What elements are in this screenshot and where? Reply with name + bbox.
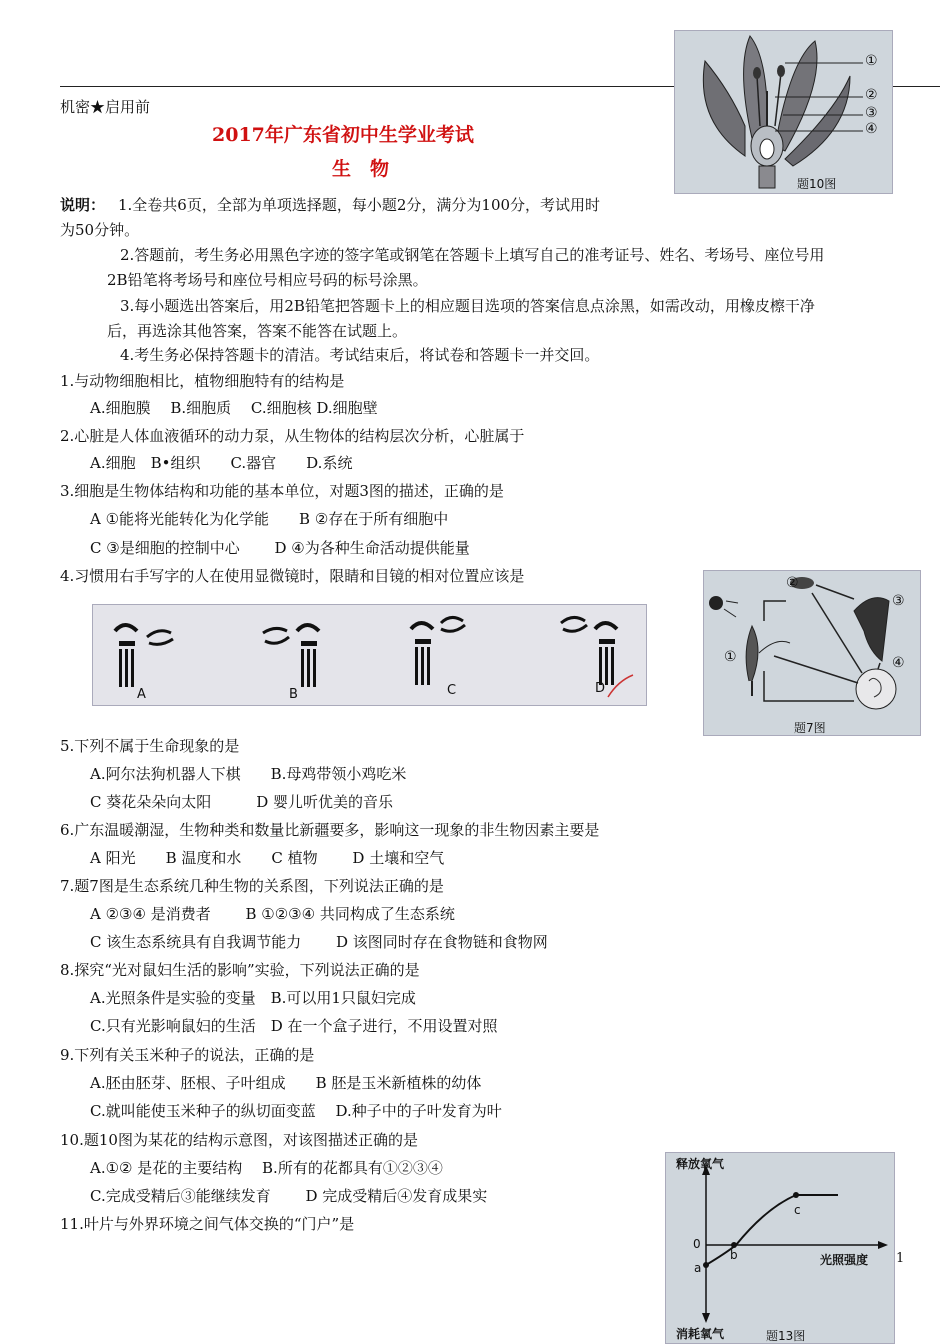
fig13-point-b-label: b (730, 1248, 738, 1262)
question-8-options-2: C.只有光影响鼠妇的生活 D 在一个盒子进行，不用设置对照 (90, 1017, 498, 1035)
question-5-stem: 5.下列不属于生命现象的是 (60, 737, 240, 755)
fig13-x-label: 光照强度 (820, 1253, 869, 1267)
fig13-zero-label: 0 (693, 1237, 701, 1251)
question-9-stem: 9.下列有关玉米种子的说法，正确的是 (60, 1046, 315, 1064)
instruction-2a: 2.答题前，考生务必用黑色字迹的签字笔或钢笔在答题卡上填写自己的准考证号、姓名、考场号、座位号用 (120, 246, 825, 264)
fig7-label-1: ① (724, 649, 737, 665)
subject-title: 生 物 (332, 158, 390, 180)
fig13-y-bottom-label: 消耗氧气 (676, 1327, 725, 1341)
fig7-label-3: ③ (892, 593, 905, 609)
question-7-stem: 7.题7图是生态系统几种生物的关系图，下列说法正确的是 (60, 877, 444, 895)
question-5-options-2: C 葵花朵朵向太阳 D 婴儿听优美的音乐 (90, 793, 394, 811)
instructions-label: 说明： (60, 196, 106, 214)
figure-10 (674, 30, 893, 194)
microbe-icon (856, 669, 896, 709)
secret-label: 机密★启用前 (60, 98, 151, 116)
question-4-stem: 4.习惯用右手写字的人在使用显微镜时，限睛和目镜的相对位置应该是 (60, 567, 525, 585)
fig10-label-2: ② (865, 87, 878, 103)
option-b-label: B (289, 687, 298, 702)
question-7-options-2: C 该生态系统具有自我调节能力 D 该图同时存在食物链和食物网 (90, 933, 548, 951)
photosynthesis-curve (706, 1195, 838, 1265)
fig13-point-c-label: c (794, 1203, 801, 1217)
figure-10-drawing (675, 31, 892, 193)
question-2-options: A.细胞 B•组织 C.器官 D.系统 (90, 454, 353, 472)
question-10-options-2: C.完成受精后③能继续发育 D 完成受精后④发育成果实 (90, 1187, 488, 1205)
question-1-options: A.细胞膜 B.细胞质 C.细胞核 D.细胞壁 (90, 399, 378, 417)
option-d-eyepiece (561, 617, 617, 685)
instruction-1b: 为50分钟。 (60, 221, 140, 239)
instruction-3a: 3.每小题选出答案后，用2B铅笔把答题卡上的相应题目选项的答案信息点涂黑，如需改动，用橡皮檫干净 (120, 297, 815, 315)
fig7-caption: 题7图 (794, 721, 826, 735)
sun-icon (709, 596, 723, 610)
instruction-1a: 1.全卷共6页，全部为单项选择题，每小题2分，满分为100分，考试用时 (118, 196, 601, 214)
option-d-label: D (595, 681, 606, 696)
fig13-y-top-label: 释放氧气 (676, 1157, 725, 1171)
fig10-label-4: ④ (865, 121, 878, 137)
question-2-stem: 2.心脏是人体血液循环的动力泵，从生物体的结构层次分析，心脏属于 (60, 427, 525, 445)
instruction-4: 4.考生务必保持答题卡的清洁。考试结束后，将试卷和答题卡一并交回。 (120, 346, 600, 364)
question-3-options-1: A ①能将光能转化为化学能 B ②存在于所有细胞中 (90, 510, 449, 528)
point-c (793, 1192, 799, 1198)
question-5-options-1: A.阿尔法狗机器人下棋 B.母鸡带领小鸡吃米 (90, 765, 407, 783)
instruction-3b: 后，再选涂其他答案，答案不能答在试题上。 (107, 322, 408, 340)
fig10-label-1: ① (865, 53, 878, 69)
figure-7 (703, 570, 921, 736)
fig13-point-a-label: a (694, 1261, 702, 1275)
fig7-label-2: ② (786, 575, 799, 591)
option-c-eyepiece (411, 617, 465, 685)
question-1-stem: 1.与动物细胞相比，植物细胞特有的结构是 (60, 372, 345, 390)
option-a-label: A (137, 687, 146, 702)
instruction-2b: 2B铅笔将考场号和座位号相应号码的标号涂黑。 (107, 271, 428, 289)
question-6-stem: 6.广东温暖潮湿，生物种类和数量比新疆要多，影响这一现象的非生物因素主要是 (60, 821, 600, 839)
question-7-options-1: A ②③④ 是消费者 B ①②③④ 共同构成了生态系统 (90, 905, 455, 923)
option-a-eyepiece (115, 625, 173, 687)
question-8-stem: 8.探究“光对鼠妇生活的影响”实验，下列说法正确的是 (60, 961, 420, 979)
question-8-options-1: A.光照条件是实验的变量 B.可以用1只鼠妇完成 (90, 989, 416, 1007)
point-a (703, 1262, 709, 1268)
figure-4-drawing (93, 605, 646, 705)
plant-icon (746, 626, 758, 681)
question-9-options-2: C.就叫能使玉米种子的纵切面变蓝 D.种子中的子叶发育为叶 (90, 1102, 502, 1120)
question-9-options-1: A.胚由胚芽、胚根、子叶组成 B 胚是玉米新植株的幼体 (90, 1074, 482, 1092)
bird-icon (854, 598, 889, 661)
option-b-eyepiece (263, 625, 319, 687)
question-3-stem: 3.细胞是生物体结构和功能的基本单位，对题3图的描述，正确的是 (60, 482, 504, 500)
question-10-stem: 10.题10图为某花的结构示意图，对该图描述正确的是 (60, 1131, 418, 1149)
question-3-options-2: C ③是细胞的控制中心 D ④为各种生命活动提供能量 (90, 539, 470, 557)
figure-4 (92, 604, 647, 706)
fig13-caption: 题13图 (766, 1329, 806, 1343)
fig7-label-4: ④ (892, 655, 905, 671)
figure-13 (665, 1152, 895, 1344)
question-10-options-1: A.①② 是花的主要结构 B.所有的花都具有①②③④ (90, 1159, 443, 1177)
exam-title: 2017年广东省初中生学业考试 (212, 124, 474, 146)
fig10-label-3: ③ (865, 105, 878, 121)
question-11-stem: 11.叶片与外界环境之间气体交换的“门户”是 (60, 1215, 355, 1233)
fig10-caption: 题10图 (797, 177, 837, 191)
question-6-options: A 阳光 B 温度和水 C 植物 D 土壤和空气 (90, 849, 445, 867)
page-number: 1 (896, 1251, 905, 1266)
option-c-label: C (447, 683, 457, 698)
